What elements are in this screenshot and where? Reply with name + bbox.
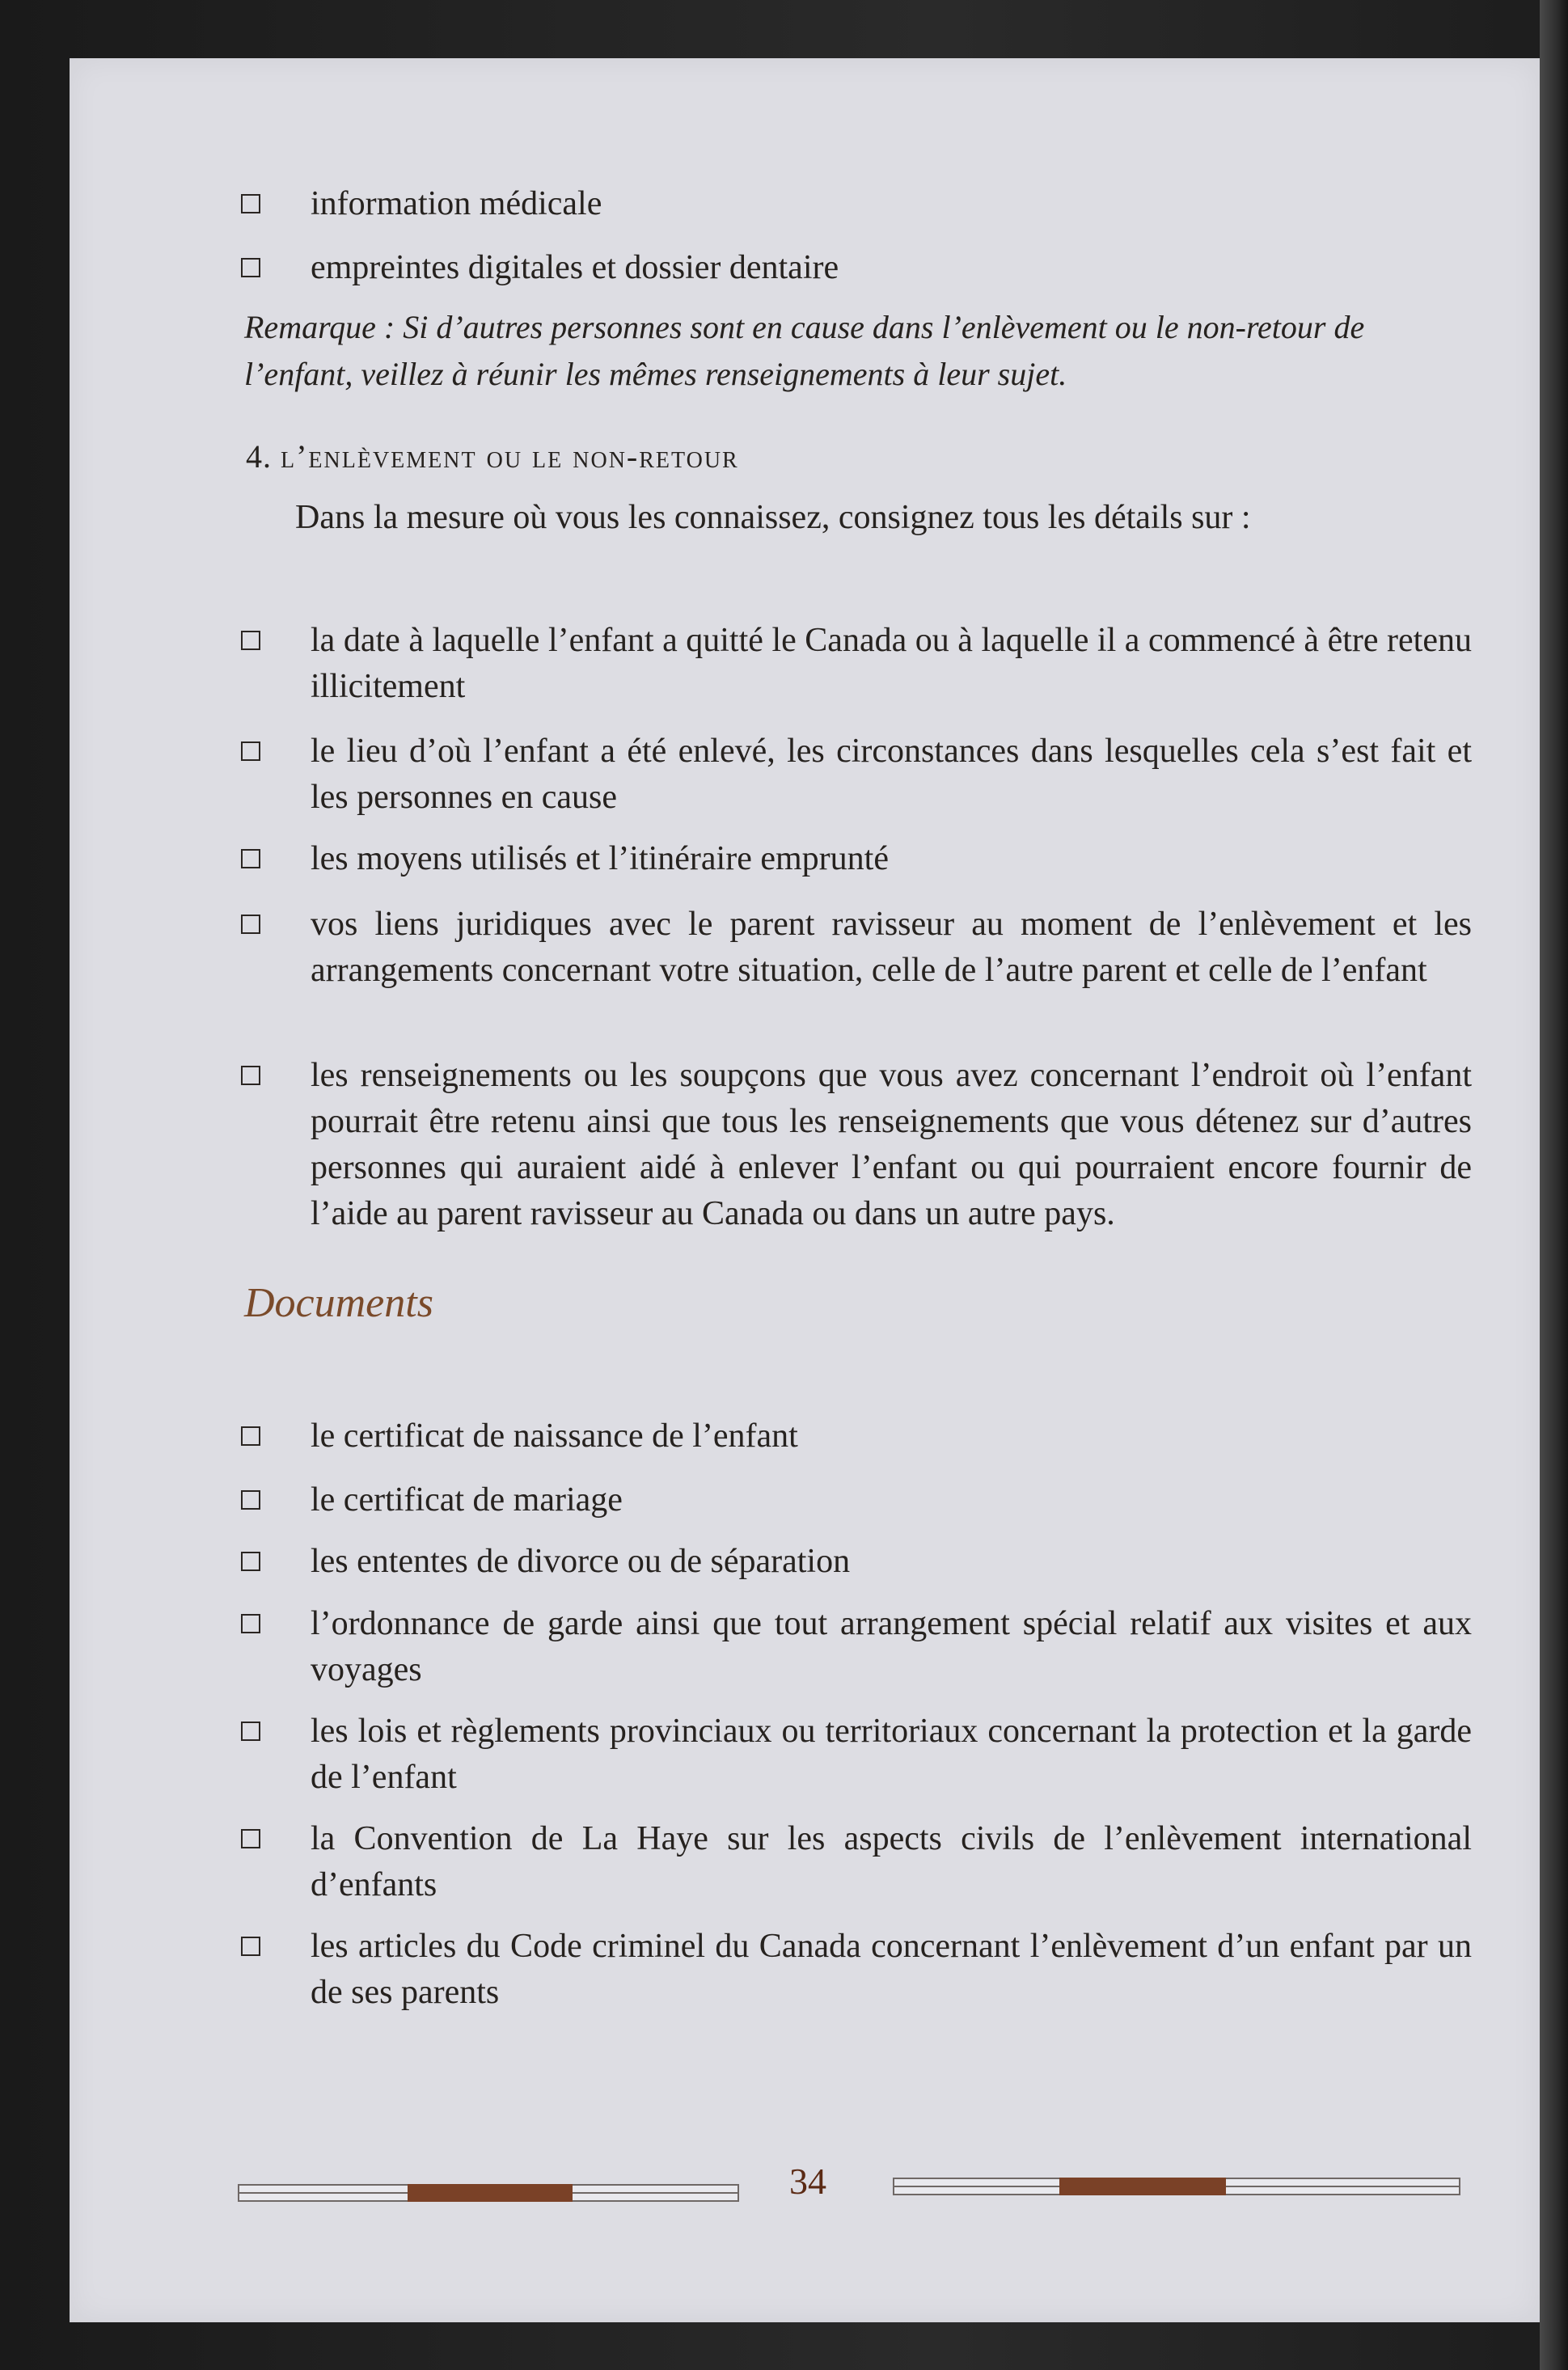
checklist-item[interactable] bbox=[243, 1816, 1472, 1908]
checklist-item[interactable] bbox=[243, 1924, 1472, 2016]
footer-rule-accent bbox=[1059, 2178, 1226, 2195]
checkbox[interactable] bbox=[241, 1937, 260, 1956]
checklist-item-label: les articles du Code criminel du Canada concernant l’enlèvement d’un enfant par un de ses parents bbox=[311, 1928, 1472, 2011]
checkbox[interactable] bbox=[241, 1614, 260, 1633]
checklist-item[interactable] bbox=[243, 1709, 1472, 1801]
checkbox[interactable] bbox=[241, 1722, 260, 1741]
remark-note: Remarque : Si d’autres personnes sont en cause dans l’enlèvement ou le non-retour de l’enfant, veillez à réunir les mêmes renseignements à leur sujet. bbox=[244, 309, 1365, 392]
checkbox[interactable] bbox=[241, 258, 260, 277]
checkbox[interactable] bbox=[241, 1426, 260, 1446]
checklist-item[interactable] bbox=[243, 245, 1472, 291]
checklist-item-label: vos liens juridiques avec le parent ravisseur au moment de l’enlèvement et les arrangements concernant votre situation, celle de l’autre parent et celle de l’enfant bbox=[311, 906, 1472, 989]
checklist-item-label: le lieu d’où l’enfant a été enlevé, les circonstances dans lesquelles cela s’est fait et les personnes en cause bbox=[311, 733, 1472, 816]
checkbox[interactable] bbox=[241, 194, 260, 213]
document-page bbox=[70, 58, 1540, 2322]
section-intro: Dans la mesure où vous les connaissez, consignez tous les détails sur : bbox=[295, 499, 1251, 536]
section-title: l’enlèvement ou le non-retour bbox=[281, 438, 739, 475]
checklist-item[interactable] bbox=[243, 1413, 1472, 1460]
section-number: 4. bbox=[246, 438, 272, 475]
checklist-item[interactable] bbox=[243, 1539, 1472, 1585]
checklist-item-label: information médicale bbox=[311, 185, 602, 222]
footer-rule-accent bbox=[408, 2184, 573, 2202]
checklist-item[interactable] bbox=[243, 618, 1472, 710]
checklist-item-label: l’ordonnance de garde ainsi que tout arrangement spécial relatif aux visites et aux voyages bbox=[311, 1605, 1472, 1688]
footer-rule-left bbox=[238, 2184, 739, 2202]
checklist-item[interactable] bbox=[243, 1053, 1472, 1237]
checklist-item-label: les lois et règlements provinciaux ou territoriaux concernant la protection et la garde de l’enfant bbox=[311, 1713, 1472, 1796]
checklist-item[interactable] bbox=[243, 836, 1472, 882]
footer-rule-right bbox=[893, 2178, 1460, 2195]
checkbox[interactable] bbox=[241, 1829, 260, 1848]
checkbox[interactable] bbox=[241, 915, 260, 934]
checklist-item-label: les renseignements ou les soupçons que vous avez concernant l’endroit où l’enfant pourrait être retenu ainsi que tous les renseignements que vous détenez sur d’autres personnes qui auraient aidé à enlever l’enfant ou qui pourraient encore fournir de l’aide au parent ravisseur au Canada ou dans un autre pays. bbox=[311, 1057, 1472, 1232]
checklist-item-label: les ententes de divorce ou de séparation bbox=[311, 1543, 851, 1580]
checklist-item-label: le certificat de naissance de l’enfant bbox=[311, 1417, 798, 1455]
checklist-item[interactable] bbox=[243, 181, 1472, 227]
checkbox[interactable] bbox=[241, 631, 260, 650]
checkbox[interactable] bbox=[241, 741, 260, 761]
checklist-item[interactable] bbox=[243, 902, 1472, 994]
documents-heading: Documents bbox=[244, 1280, 433, 1326]
checklist-item[interactable] bbox=[243, 729, 1472, 821]
checkbox[interactable] bbox=[241, 1066, 260, 1085]
checklist-item-label: les moyens utilisés et l’itinéraire emprunté bbox=[311, 840, 889, 877]
checklist-item-label: la Convention de La Haye sur les aspects civils de l’enlèvement international d’enfants bbox=[311, 1820, 1472, 1903]
checklist-item-label: empreintes digitales et dossier dentaire bbox=[311, 249, 839, 286]
checkbox[interactable] bbox=[241, 1552, 260, 1571]
checklist-item[interactable] bbox=[243, 1601, 1472, 1693]
checklist-item[interactable] bbox=[243, 1477, 1472, 1523]
page-number: 34 bbox=[789, 2161, 826, 2202]
page-content bbox=[70, 58, 1540, 2322]
checkbox[interactable] bbox=[241, 849, 260, 868]
book-spine-edge bbox=[1540, 0, 1568, 2370]
checklist-item-label: la date à laquelle l’enfant a quitté le Canada ou à laquelle il a commencé à être retenu illicitement bbox=[311, 622, 1472, 705]
checkbox[interactable] bbox=[241, 1490, 260, 1510]
checklist-item-label: le certificat de mariage bbox=[311, 1481, 623, 1519]
section-heading bbox=[246, 437, 739, 475]
